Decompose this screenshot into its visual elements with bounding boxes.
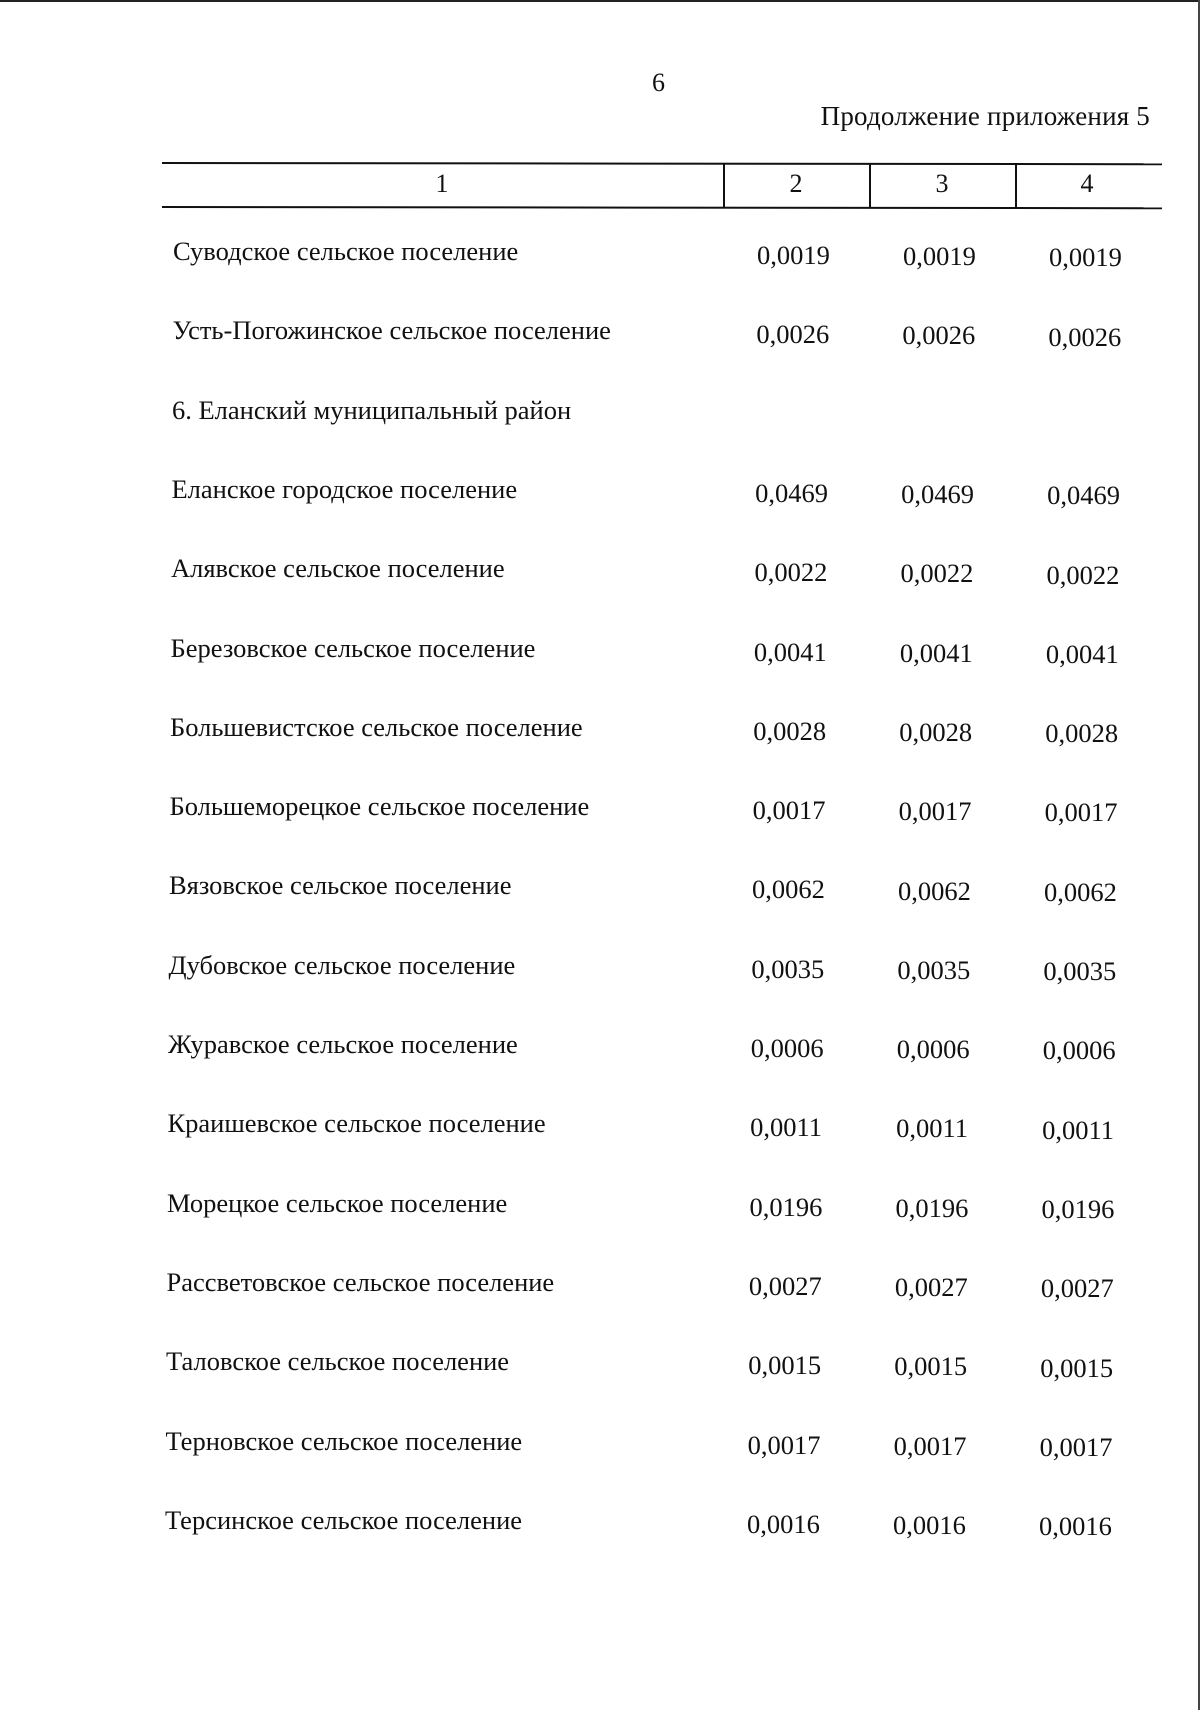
value-col-3: 0,0035: [897, 954, 971, 985]
value-col-3: 0,0016: [893, 1509, 966, 1540]
table-row: [0, 950, 1200, 990]
settlement-name: Суводское сельское поселение: [173, 236, 519, 266]
value-col-3: 0,0011: [896, 1113, 969, 1144]
value-col-4: 0,0006: [1042, 1035, 1116, 1066]
settlement-name: Березовское сельское поселение: [170, 632, 536, 663]
appendix-continuation-label: Продолжение приложения 5: [820, 101, 1150, 131]
value-col-2: 0,0019: [757, 240, 830, 270]
table-row: [0, 870, 1200, 910]
value-col-4: 0,0017: [1039, 1431, 1113, 1462]
value-col-4: 0,0041: [1045, 638, 1119, 669]
value-col-4: 0,0196: [1041, 1193, 1115, 1224]
value-col-3: 0,0019: [903, 241, 976, 272]
settlement-name: 6. Еланский муниципальный район: [172, 394, 572, 425]
value-col-2: 0,0011: [750, 1112, 823, 1143]
settlement-name: Большеморецкое сельское поселение: [169, 791, 590, 822]
value-col-2: 0,0022: [754, 557, 828, 588]
table-row: [0, 1029, 1200, 1069]
value-col-4: 0,0026: [1048, 321, 1122, 352]
column-header-1: 1: [435, 169, 449, 198]
settlement-name: Терновское сельское поселение: [165, 1425, 523, 1456]
settlement-name: Терсинское сельское поселение: [165, 1504, 523, 1535]
value-col-2: 0,0016: [747, 1508, 820, 1539]
table-row: [0, 1505, 1200, 1545]
value-col-4: 0,0017: [1044, 797, 1118, 828]
table-row: [0, 1267, 1200, 1307]
settlement-name: Большевистское сельское поселение: [170, 711, 583, 742]
table-row: [0, 712, 1200, 752]
table-row: [0, 1426, 1200, 1466]
settlement-name: Таловское сельское поселение: [166, 1346, 510, 1377]
settlement-name: Вязовское сельское поселение: [169, 870, 512, 901]
value-col-2: 0,0035: [751, 953, 825, 984]
value-col-3: 0,0028: [899, 716, 973, 747]
value-col-4: 0,0028: [1045, 718, 1119, 749]
value-col-3: 0,0469: [901, 479, 974, 510]
value-col-3: 0,0022: [900, 558, 974, 589]
table-row: [0, 1188, 1200, 1228]
value-col-2: 0,0026: [756, 319, 830, 350]
value-col-4: 0,0015: [1040, 1352, 1114, 1383]
value-col-2: 0,0006: [750, 1033, 824, 1063]
value-col-3: 0,0041: [899, 637, 973, 668]
table-row: [0, 474, 1200, 514]
settlement-name: Алявское сельское поселение: [171, 553, 505, 584]
settlement-name: Рассветовское сельское поселение: [166, 1266, 555, 1297]
table-row: [0, 1108, 1200, 1148]
table-row: [0, 633, 1200, 673]
value-col-2: 0,0028: [753, 715, 827, 746]
column-header-4: 4: [1080, 169, 1094, 198]
column-header-2: 2: [789, 169, 803, 198]
value-col-2: 0,0041: [753, 636, 827, 667]
value-col-2: 0,0469: [755, 477, 828, 508]
value-col-2: 0,0062: [752, 874, 825, 905]
table-row: [0, 791, 1200, 831]
value-col-3: 0,0017: [893, 1430, 967, 1461]
value-col-3: 0,0062: [898, 875, 971, 906]
value-col-4: 0,0027: [1040, 1273, 1114, 1304]
table-row: [0, 315, 1200, 355]
value-col-2: 0,0015: [748, 1350, 822, 1381]
value-col-3: 0,0026: [902, 320, 976, 351]
value-col-3: 0,0015: [894, 1351, 968, 1382]
settlement-name: Усть-Погожинское сельское поселение: [172, 315, 611, 346]
value-col-3: 0,0196: [895, 1192, 969, 1223]
value-col-3: 0,0017: [898, 796, 972, 827]
column-header-3: 3: [935, 169, 949, 198]
value-col-4: 0,0022: [1046, 559, 1120, 590]
settlement-name: Морецкое сельское поселение: [167, 1187, 508, 1218]
value-col-2: 0,0017: [747, 1429, 821, 1460]
table-row: [0, 553, 1200, 593]
table-row: [0, 236, 1200, 276]
settlement-name: Краишевское сельское поселение: [167, 1108, 546, 1139]
value-col-4: 0,0011: [1042, 1114, 1115, 1145]
value-col-4: 0,0469: [1047, 480, 1120, 511]
table-row: [0, 395, 1200, 435]
settlement-name: Дубовское сельское поселение: [168, 949, 516, 980]
settlement-name: Журавское сельское поселение: [168, 1029, 518, 1059]
settlement-name: Еланское городское поселение: [171, 473, 518, 504]
value-col-3: 0,0006: [896, 1034, 970, 1065]
value-col-2: 0,0196: [749, 1191, 823, 1222]
value-col-4: 0,0019: [1049, 242, 1122, 273]
value-col-4: 0,0035: [1043, 956, 1117, 987]
value-col-3: 0,0027: [894, 1272, 968, 1303]
page-number: 6: [652, 68, 665, 97]
value-col-4: 0,0016: [1039, 1511, 1112, 1542]
value-col-2: 0,0017: [752, 795, 826, 826]
value-col-4: 0,0062: [1044, 876, 1117, 907]
table-row: [0, 1346, 1200, 1386]
value-col-2: 0,0027: [748, 1270, 822, 1301]
